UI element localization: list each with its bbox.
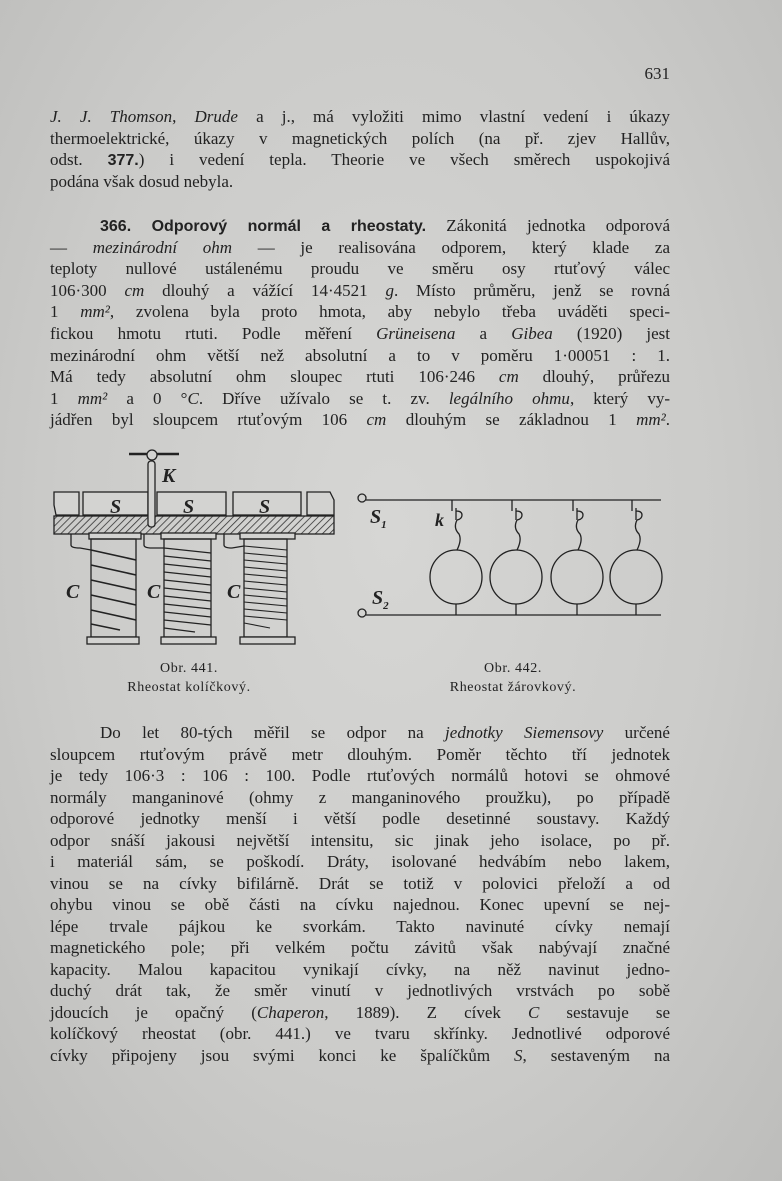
block-partial-right <box>307 492 334 515</box>
text-segment: fickou hmotu rtuti. Podle měření <box>50 323 377 343</box>
plug-stem <box>148 461 155 527</box>
text-segment: kolíčkový rheostat (obr. 441.) ve tvaru skřínky. Jednotlivé odporové <box>50 1024 670 1043</box>
italic-text: Grüneisena <box>376 323 456 343</box>
text-segment: odst. <box>50 150 108 170</box>
text-segment: . Místo průměru, jenž se rovná <box>393 280 670 300</box>
figure-441-number: Obr. 441. <box>160 661 218 676</box>
text-segment: i materiál sám, se poškodí. Dráty, isolované hedvábím nebo lakem, <box>50 852 670 871</box>
text-segment: normály manganinové (ohmy z manganinového proužku), po případě <box>50 787 670 807</box>
italic-text: cm <box>124 280 145 300</box>
text-segment: thermoelektrické, úkazy v magnetických polích (na př. zjev Hallův, <box>50 128 670 148</box>
figure-442-caption: Rheostat žárovkový. <box>449 680 577 695</box>
italic-text: Chaperon <box>256 1002 325 1022</box>
label-s2: $S_2$ <box>372 587 389 612</box>
label-s1: $S_1$ <box>370 506 387 531</box>
text-segment: sloupcem rtuťovým právě metr dlouhým. Poměr těchto tří jednotek <box>50 744 670 764</box>
text-segment: — <box>50 237 93 257</box>
italic-text: g <box>385 280 394 300</box>
text-segment: 1 <box>50 302 81 322</box>
text-segment: a j., má vyložiti mimo vlastní vedení i úkazy <box>237 107 670 126</box>
italic-text: cm <box>498 367 519 387</box>
text-segment: vinou se na cívky bifilárně. Drát se totiž v polovici přeloží a od <box>50 873 670 893</box>
figure-441-caption: Rheostat kolíčkový. <box>127 680 251 695</box>
text-segment: duchý drát tak, že směr vinutí v jednotlivých vrstvách po sobě <box>50 981 670 1000</box>
text-segment: Zákonitá jednotka odporová <box>426 216 670 235</box>
italic-text: mm² <box>80 302 110 322</box>
label-c: C <box>227 581 241 603</box>
italic-text: Gibea <box>511 323 553 343</box>
text-segment: , zvolena byla proto hmota, aby nebylo třeba uváděti speci- <box>109 302 671 322</box>
switch-hook <box>456 508 462 520</box>
figure-442-lamp-rheostat <box>358 494 662 617</box>
switch-hook <box>636 508 642 520</box>
text-segment: mezinárodní ohm větší než absolutní a to v poměru 1·00051 : 1. <box>50 345 670 365</box>
switch-hook <box>577 508 583 520</box>
coil-1 <box>71 533 141 644</box>
text-segment: určené <box>603 723 670 742</box>
text-segment: jdoucích je opačný ( <box>50 1002 257 1022</box>
italic-text: mezinárodní ohm <box>92 237 233 257</box>
italic-text: mm² <box>636 410 666 430</box>
bulb <box>610 550 662 604</box>
bulb <box>490 550 542 604</box>
italic-text: mm² <box>77 388 108 408</box>
text-segment: , 1889). Z cívek <box>324 1002 528 1022</box>
text-segment: kapacity. Malou kapacitou vynikají cívky, na něž navinut jedno- <box>50 959 670 979</box>
italic-text: jednotky Siemensovy <box>445 723 604 742</box>
label-c: C <box>66 581 80 603</box>
switch-hook <box>516 508 522 520</box>
text-segment: jádřen byl sloupcem rtuťovým 106 <box>50 410 367 430</box>
text-segment: dlouhým se základnou 1 <box>386 410 637 430</box>
terminal-s2 <box>358 609 366 617</box>
text-segment: podána však dosud nebyla. <box>50 172 234 192</box>
label-k-switch: k <box>435 510 444 530</box>
text-segment: odporové jednotky menší i větší podle desetinné soustavy. Každý <box>50 809 670 828</box>
terminal-s1 <box>358 494 366 502</box>
text-segment: 106·300 <box>50 280 125 300</box>
figure-442-number: Obr. 442. <box>484 661 542 676</box>
text-segment: Má tedy absolutní ohm sloupec rtuti 106·246 <box>50 367 499 387</box>
text-segment: . <box>665 410 670 430</box>
block-partial-left <box>54 492 79 515</box>
italic-text: cm <box>366 410 387 430</box>
label-s: S <box>183 496 195 518</box>
italic-text: C <box>527 1002 540 1022</box>
label-s: S <box>259 496 271 518</box>
lamp-3 <box>551 500 603 615</box>
text-segment: dlouhý a vážící 14·4521 <box>144 280 386 300</box>
italic-text: Drude <box>194 107 238 126</box>
text-segment: , <box>172 107 195 126</box>
text-segment: lépe trvale pájkou ke svorkám. Takto navinuté cívky nemají <box>50 916 670 936</box>
label-k: K <box>162 465 176 487</box>
text-segment: 1 <box>50 388 78 408</box>
bulb <box>551 550 603 604</box>
text-segment: , který vy- <box>569 388 671 408</box>
lamp-4 <box>610 500 662 615</box>
text-segment: a 0 ° <box>107 388 188 408</box>
bold-text: 377. <box>107 152 139 170</box>
text-segment: (1920) jest <box>552 323 670 343</box>
italic-text: J. J. Thomson <box>50 107 173 126</box>
text-segment: dlouhý, průřezu <box>518 367 670 387</box>
figure-442-labels <box>370 506 576 695</box>
text-segment: je tedy 106·3 : 106 : 100. Podle rtuťových normálů hotovi se ohmové <box>50 766 670 785</box>
bulb <box>430 550 482 604</box>
italic-text: C <box>187 388 199 408</box>
figure-441-plug-rheostat <box>54 450 334 644</box>
text-segment: ) i vedení tepla. Theorie ve všech směrech uspokojivá <box>138 150 670 170</box>
text-segment: . Dříve užívalo se t. zv. <box>198 388 449 408</box>
text-segment: magnetického pole; při velkém počtu závitů však nabývají značné <box>50 938 670 957</box>
page-number: 631 <box>644 64 670 83</box>
text-segment: cívky připojeny jsou svými konci ke špalíčkům <box>50 1045 515 1065</box>
hatched-base <box>54 516 334 534</box>
text-segment: a <box>455 323 512 343</box>
label-s: S <box>110 496 122 518</box>
text-segment: — je realisována odporem, který klade za <box>232 237 671 257</box>
text-segment: ohybu vinou se obě části na cívku najednou. Konec upevní se nej- <box>50 895 670 914</box>
text-segment: Do let 80-tých měřil se odpor na <box>100 723 446 742</box>
lamp-2 <box>490 500 542 615</box>
text-segment: , sestaveným na <box>522 1045 671 1065</box>
label-c: C <box>147 581 161 603</box>
text-segment: odpor snáší jakousi největší intensitu, sic jinak jeho isolace, po př. <box>50 830 670 850</box>
italic-text: legálního ohmu <box>448 388 570 408</box>
bold-text: 366. Odporový normál a rheostaty. <box>100 218 427 235</box>
plug-knob <box>147 450 157 460</box>
text-segment: sestavuje se <box>539 1002 670 1022</box>
italic-text: S <box>514 1045 523 1065</box>
text-segment: teploty nullové ustálenému proudu ve směru osy rtuťový válec <box>50 259 670 279</box>
